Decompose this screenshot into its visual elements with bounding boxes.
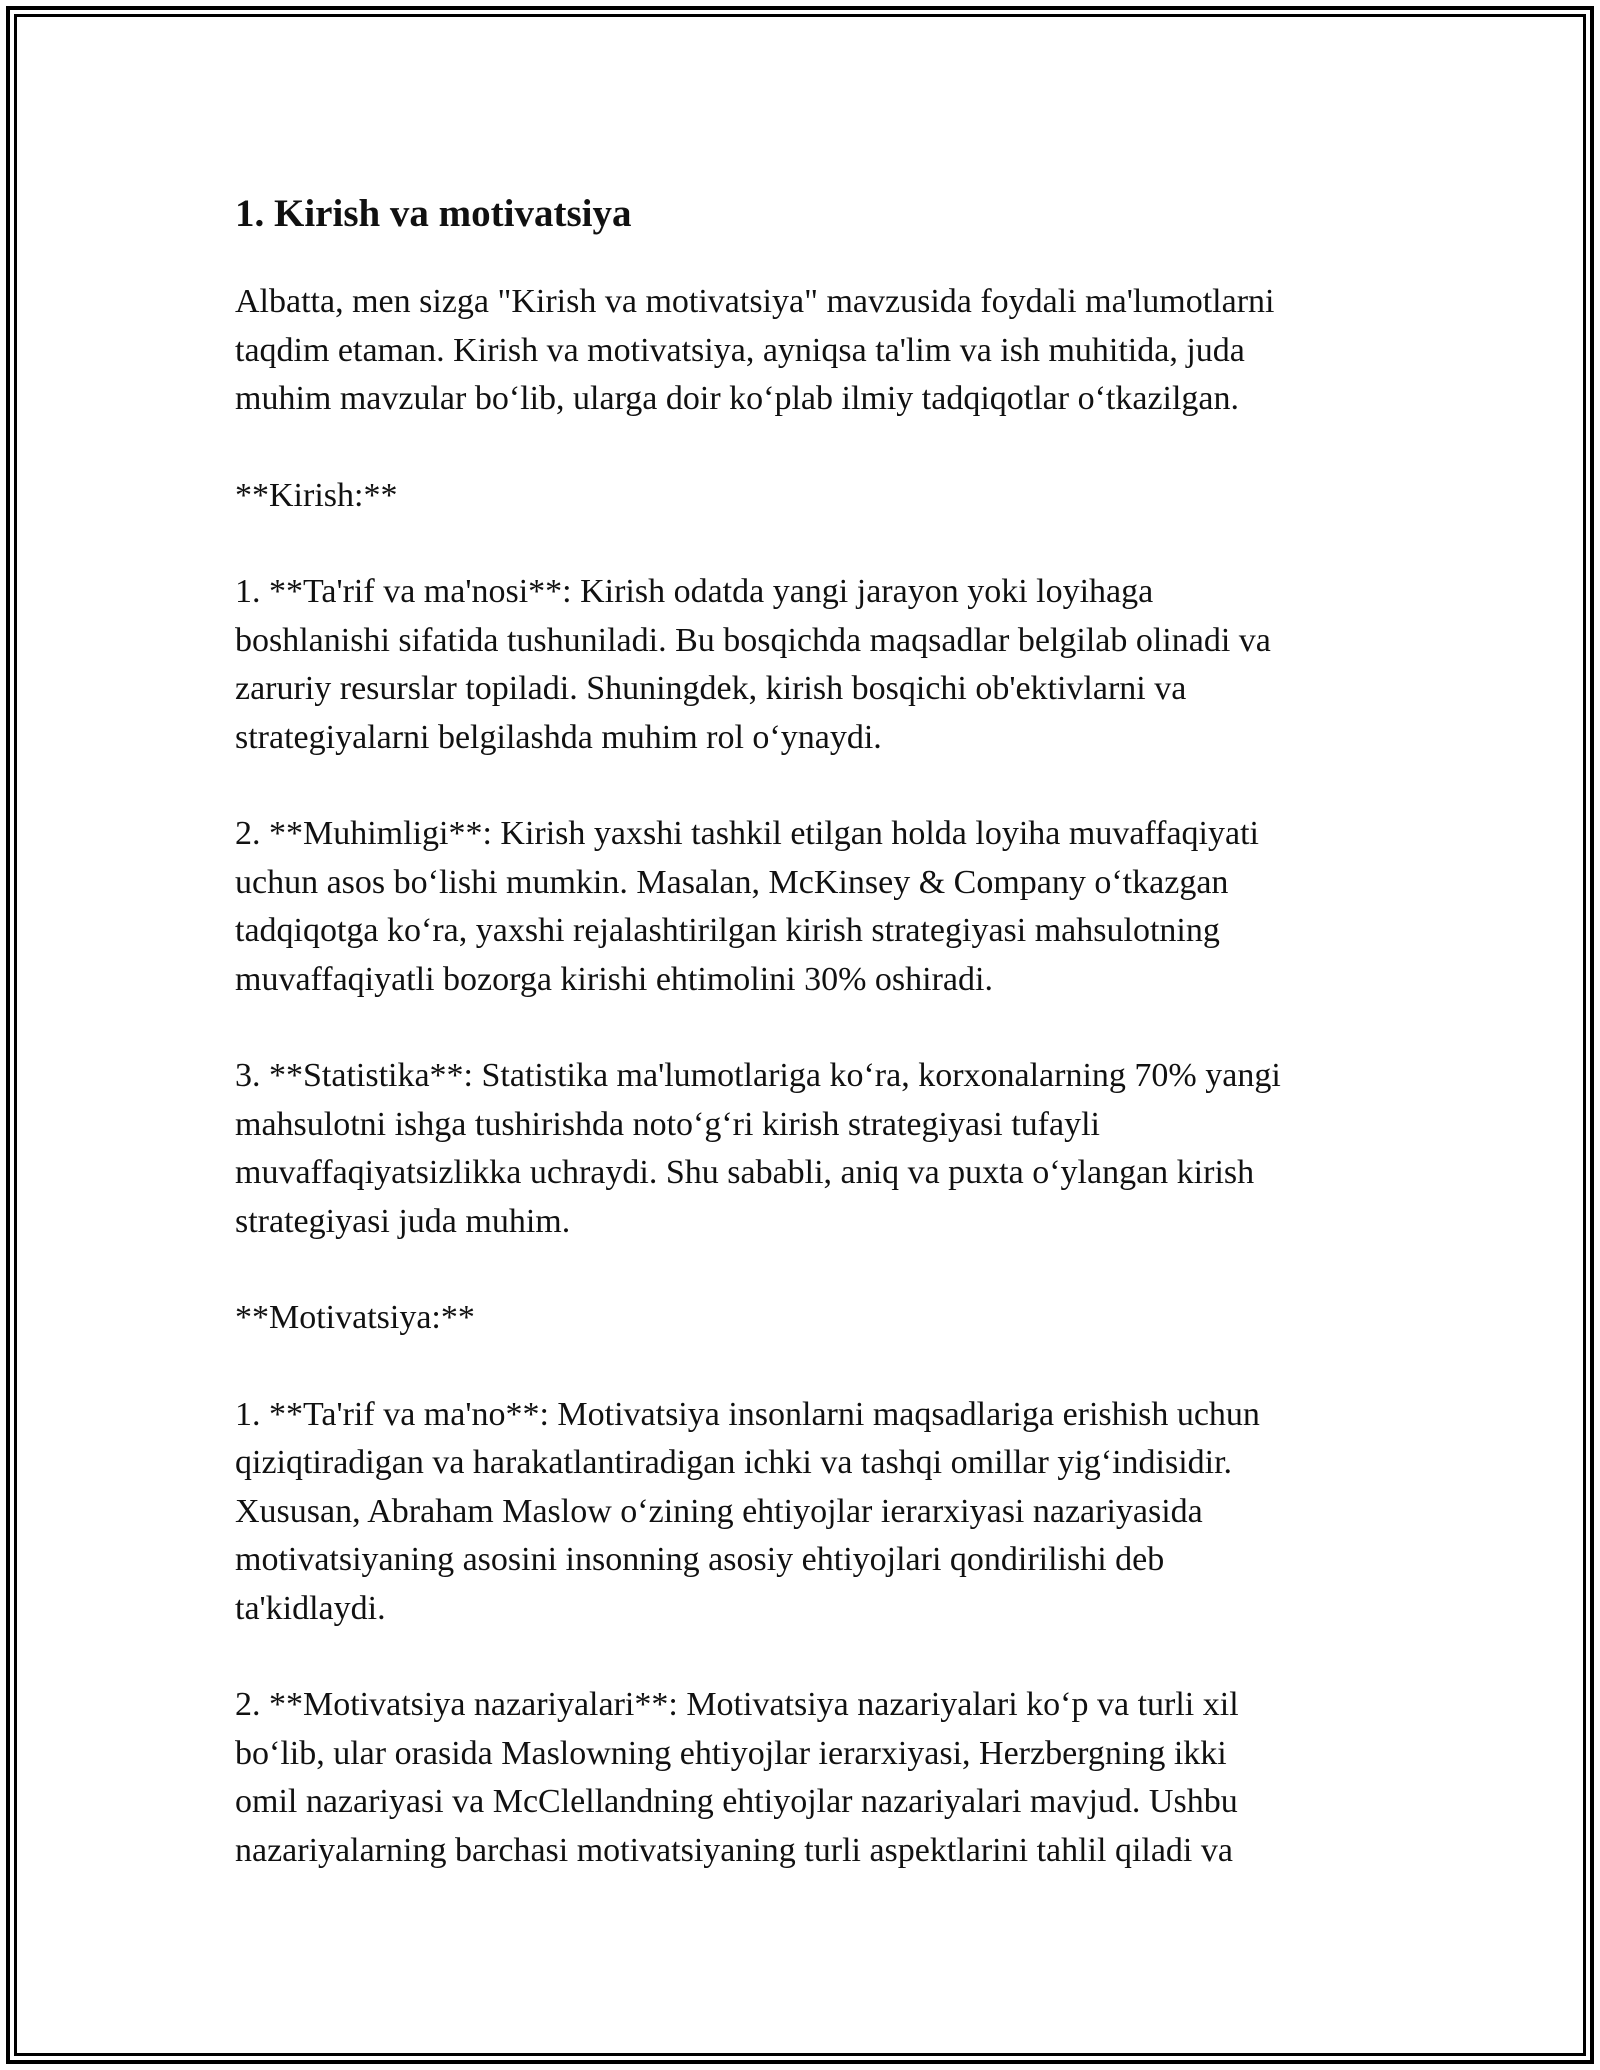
paragraph-line: qiziqtiradigan va harakatlantiradigan ichki va tashqi omillar yigʻindisidir. <box>235 1444 1233 1481</box>
paragraph-line: muhim mavzular boʻlib, ularga doir koʻplab ilmiy tadqiqotlar oʻtkazilgan. <box>235 380 1240 417</box>
motivatsiya-item-2 <box>235 1681 1385 1875</box>
document-body <box>235 186 1385 1923</box>
paragraph-line: zaruriy resurslar topiladi. Shuningdek, kirish bosqichi ob'ektivlarni va <box>235 670 1187 707</box>
paragraph-line: boshlanishi sifatida tushuniladi. Bu bosqichda maqsadlar belgilab olinadi va <box>235 621 1271 659</box>
paragraph-line: nazariyalarning barchasi motivatsiyaning turli aspektlarini tahlil qiladi va <box>235 1831 1233 1869</box>
intro-paragraph <box>235 278 1385 424</box>
paragraph-line: uchun asos boʻlishi mumkin. Masalan, McKinsey & Company oʻtkazgan <box>235 863 1229 901</box>
paragraph-line: 1. **Ta'rif va ma'nosi**: Kirish odatda yangi jarayon yoki loyihaga <box>235 573 1154 610</box>
paragraph-line: boʻlib, ular orasida Maslowning ehtiyojlar ierarxiyasi, Herzbergning ikki <box>235 1734 1227 1772</box>
paragraph-line: taqdim etaman. Kirish va motivatsiya, ayniqsa ta'lim va ish muhitida, juda <box>235 331 1245 369</box>
paragraph-line: 2. **Muhimligi**: Kirish yaxshi tashkil etilgan holda loyiha muvaffaqiyati <box>235 815 1259 852</box>
paragraph-line: Xususan, Abraham Maslow oʻzining ehtiyojlar ierarxiyasi nazariyasida <box>235 1492 1203 1530</box>
paragraph-line: motivatsiyaning asosini insonning asosiy ehtiyojlari qondirilishi deb <box>235 1541 1165 1578</box>
paragraph-line: strategiyasi juda muhim. <box>235 1202 571 1240</box>
kirish-item-3 <box>235 1052 1385 1246</box>
paragraph-line: 2. **Motivatsiya nazariyalari**: Motivatsiya nazariyalari koʻp va turli xil <box>235 1686 1239 1723</box>
paragraph-line: omil nazariyasi va McClellandning ehtiyojlar nazariyalari mavjud. Ushbu <box>235 1783 1238 1820</box>
paragraph-line: muvaffaqiyatli bozorga kirishi ehtimolini 30% oshiradi. <box>235 960 993 998</box>
kirish-item-2 <box>235 810 1385 1004</box>
paragraph-line: **Motivatsiya:** <box>235 1299 475 1336</box>
motivatsiya-item-1 <box>235 1391 1385 1634</box>
paragraph-line: mahsulotni ishga tushirishda notoʻgʻri kirish strategiyasi tufayli <box>235 1105 1100 1143</box>
section-title: 1. Kirish va motivatsiya <box>235 192 632 235</box>
motivatsiya-subheading <box>235 1294 1385 1343</box>
paragraph-line: 3. **Statistika**: Statistika ma'lumotlariga koʻra, korxonalarning 70% yangi <box>235 1057 1281 1094</box>
paragraph-line: ta'kidlaydi. <box>235 1589 386 1627</box>
kirish-item-1 <box>235 568 1385 762</box>
paragraph-line: Albatta, men sizga "Kirish va motivatsiya" mavzusida foydali ma'lumotlarni <box>235 283 1275 320</box>
paragraph-line: **Kirish:** <box>235 476 398 514</box>
paragraph-line: 1. **Ta'rif va ma'no**: Motivatsiya insonlarni maqsadlariga erishish uchun <box>235 1395 1260 1433</box>
paragraph-line: strategiyalarni belgilashda muhim rol oʻynaydi. <box>235 718 882 756</box>
kirish-subheading <box>235 472 1385 521</box>
paragraph-line: muvaffaqiyatsizlikka uchraydi. Shu sababli, aniq va puxta oʻylangan kirish <box>235 1154 1255 1191</box>
paragraph-line: tadqiqotga koʻra, yaxshi rejalashtirilgan kirish strategiyasi mahsulotning <box>235 912 1220 949</box>
